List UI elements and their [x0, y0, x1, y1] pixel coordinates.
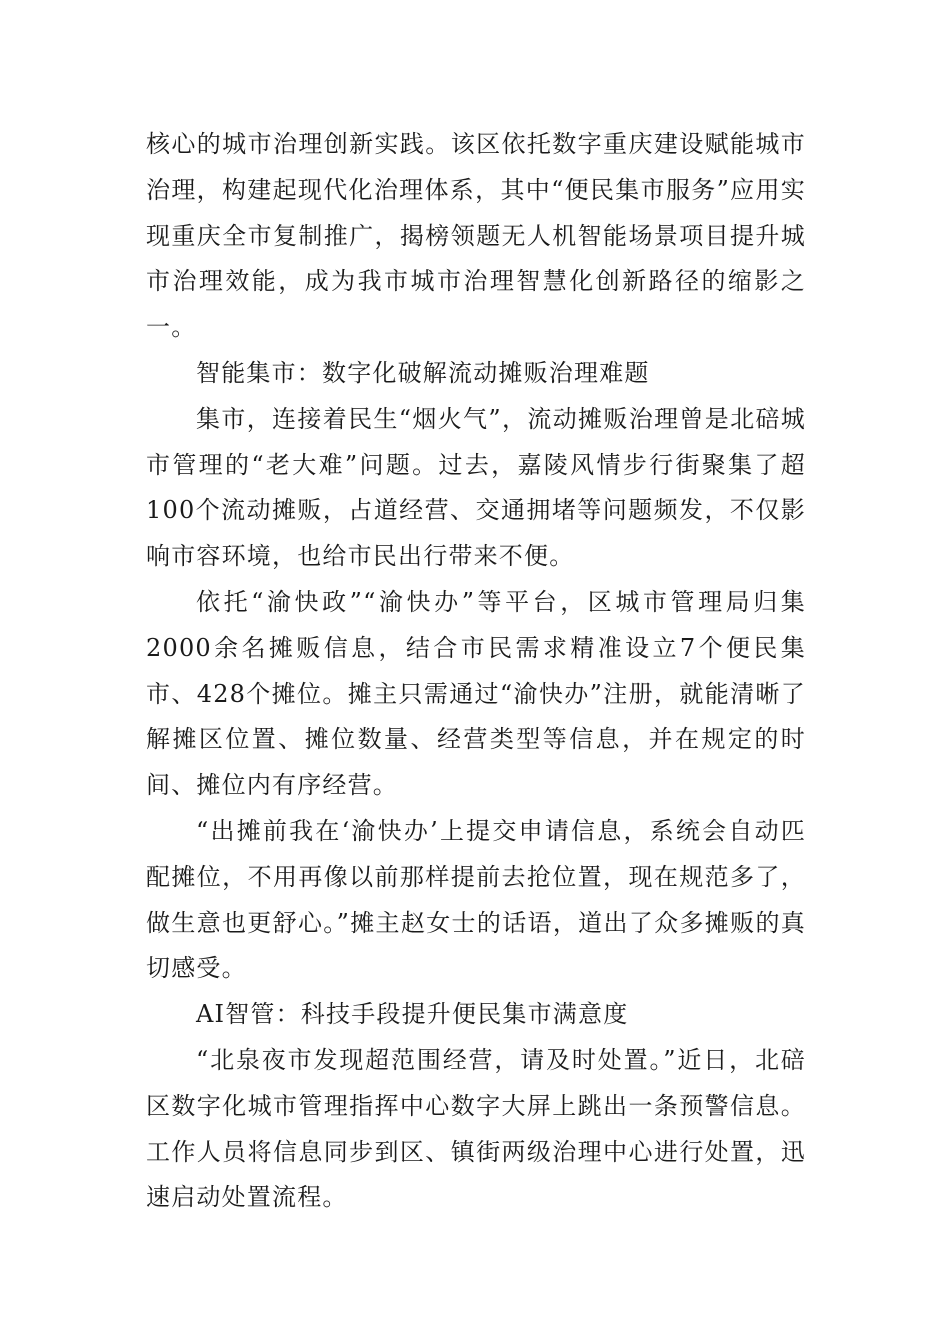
paragraph-intro: 核心的城市治理创新实践。该区依托数字重庆建设赋能城市治理，构建起现代化治理体系，其中“便民集市服务”应用实现重庆全市复制推广，揭榜领题无人机智能场景项目提升城市治理效能，成为我市城市治理智慧化创新路径的缩影之一。: [146, 130, 806, 342]
paragraph-vendor-problem: 集市，连接着民生“烟火气”，流动摊贩治理曾是北碚城市管理的“老大难”问题。过去，嘉陵风情步行街聚集了超100个流动摊贩，占道经营、交通拥堵等问题频发，不仅影响市容环境，也给市民出行带来不便。: [146, 404, 806, 571]
section-heading-ai-management: AI智管：科技手段提升便民集市满意度: [196, 1000, 629, 1029]
paragraph-platform-solution: 依托“渝快政”“渝快办”等平台，区城市管理局归集2000余名摊贩信息，结合市民需求精准设立7个便民集市、428个摊位。摊主只需通过“渝快办”注册，就能清晰了解摊区位置、摊位数量、经营类型等信息，并在规定的时间、摊位内有序经营。: [146, 587, 806, 800]
paragraph-night-market-alert: “北泉夜市发现超范围经营，请及时处置。”近日，北碚区数字化城市管理指挥中心数字大屏上跳出一条预警信息。工作人员将信息同步到区、镇街两级治理中心进行处置，迅速启动处置流程。: [146, 1045, 806, 1212]
section-heading-smart-market: 智能集市：数字化破解流动摊贩治理难题: [196, 358, 650, 387]
paragraph-vendor-quote: “出摊前我在‘渝快办’上提交申请信息，系统会自动匹配摊位，不用再像以前那样提前去抢位置，现在规范多了，做生意也更舒心。”摊主赵女士的话语，道出了众多摊贩的真切感受。: [146, 816, 806, 983]
article-body: [146, 122, 806, 1221]
